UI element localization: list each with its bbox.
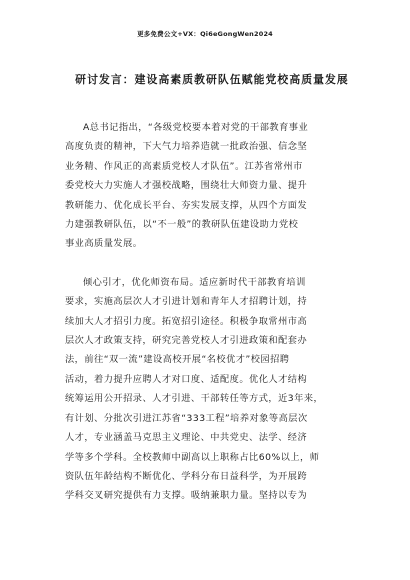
document-title: 研讨发言：建设高素质教研队伍赋能党校高质量发展	[75, 73, 349, 86]
paragraph-line: 法，前往“双一流”建设高校开展“名校优才”校园招聘	[65, 354, 290, 366]
document-body	[65, 118, 355, 525]
paragraph-2	[65, 273, 355, 506]
paragraph-line: 力建强教研队伍，以“不一般”的教研队伍建设助力党校	[65, 219, 299, 231]
paragraph-line: A总书记指出，“各级党校要本着对党的干部教育事业	[83, 122, 309, 133]
paragraph-line: 事业高质量发展。	[65, 238, 143, 250]
paragraph-line: 人才，专业涵盖马克思主义理论、中共党史、法学、经济	[65, 432, 308, 444]
paragraph-line: 教研能力、优化成长平台、夯实发展支撑，从四个方面发	[65, 199, 308, 211]
paragraph-line: 有计划、分批次引进江苏省“333工程”培养对象等高层次	[65, 412, 308, 424]
paragraph-line: 层次人才政策支持，研究完善党校人才引进政策和配套办	[65, 335, 308, 347]
header-note: 更多免费公文+VX：Qi6eGongWen2024	[137, 30, 273, 38]
paragraph-line: 统筹运用公开招录、人才引进、干部转任等方式，近3年来，	[65, 393, 324, 405]
paragraph-line: 委党校大力实施人才强校战略，围绕壮大师资力量、提升	[65, 180, 308, 192]
paragraph-line: 学等多个学科。全校教师中副高以上职称占比60%以上，师	[65, 451, 320, 463]
paragraph-line: 资队伍年龄结构不断优化、学科分布日益科学，为开展跨	[65, 470, 308, 482]
paragraph-line: 倾心引才，优化师资布局。适应新时代干部教育培训	[83, 276, 306, 288]
paragraph-line: 续加大人才招引力度。拓宽招引途径。积极争取常州市高	[65, 315, 308, 327]
paragraph-line: 要求，实施高层次人才引进计划和青年人才招聘计划，持	[65, 296, 308, 308]
paragraph-1	[65, 118, 355, 254]
paragraph-line: 高度负责的精神，下大气力培养造就一批政治强、信念坚	[65, 141, 308, 153]
paragraph-line: 学科交叉研究提供有力支撑。吸纳兼职力量。坚持以专为	[65, 490, 308, 502]
paragraph-line: 活动，着力提升应聘人才对口度、适配度。优化人才结构	[65, 373, 308, 385]
paragraph-line: 业务精、作风正的高素质党校人才队伍”。江苏省常州市	[65, 160, 303, 172]
